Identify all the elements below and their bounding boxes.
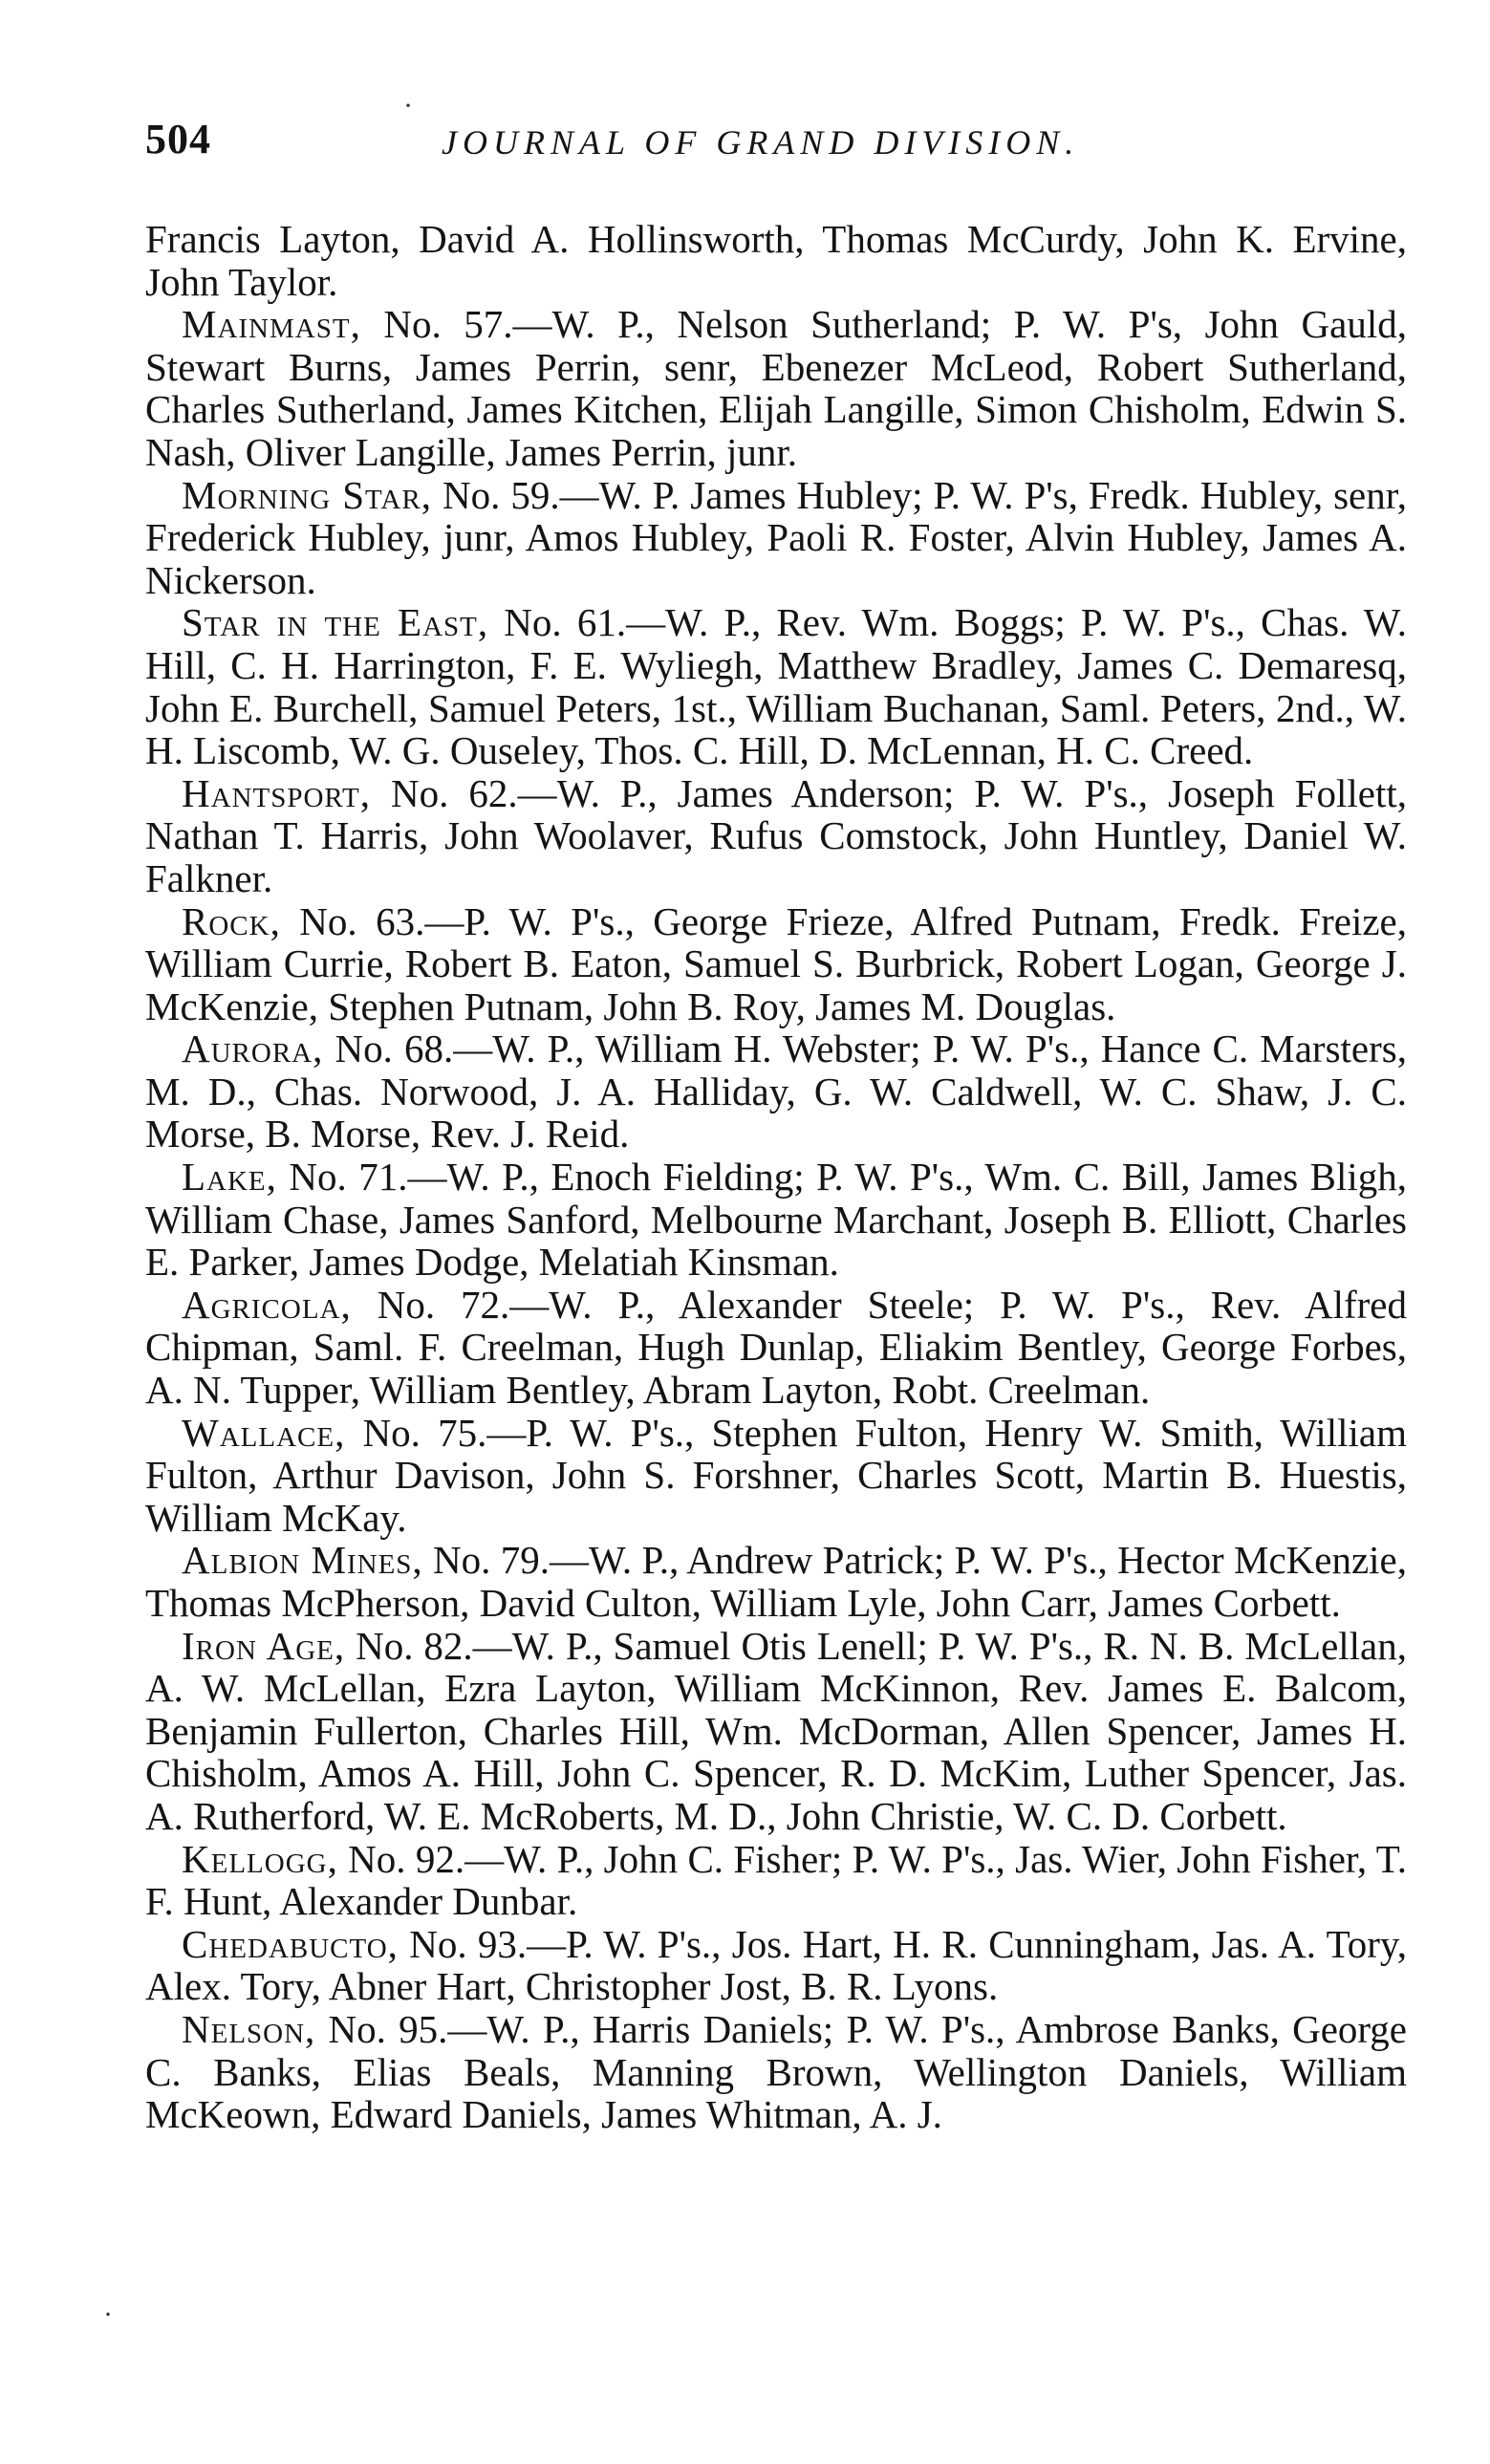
division-name: Chedabucto,: [182, 1921, 399, 1966]
entry-nelson: [145, 2008, 1407, 2136]
entry-text: No. 59.—W. P. James Hubley; P. W. P's, Fredk. Hubley, senr, Frederick Hubley, junr, Amos Hubley, Paoli R. Foster, Alvin Hubley, James A. Nickerson.: [145, 472, 1407, 602]
entry-text: No. 57.—W. P., Nelson Sutherland; P. W. P's, John Gauld, Stewart Burns, James Perrin, senr, Ebenezer McLeod, Robert Sutherland, Charles Sutherland, James Kitchen, Elijah Langille, Simon Chisholm, Edwin S. Nash, Oliver Langille, James Perrin, junr.: [145, 302, 1407, 474]
entry-rock: [145, 900, 1407, 1028]
entry-text: No. 75.—P. W. P's., Stephen Fulton, Henry W. Smith, William Fulton, Arthur Davison, John S. Forshner, Charles Scott, Martin B. Huestis, William McKay.: [145, 1410, 1407, 1540]
page-number: 504: [145, 116, 211, 162]
division-name: Iron Age,: [182, 1623, 346, 1668]
division-name: Lake,: [182, 1155, 277, 1200]
entry-text: No. 61.—W. P., Rev. Wm. Boggs; P. W. P's., Chas. W. Hill, C. H. Harrington, F. E. Wyliegh, Matthew Bradley, James C. Demaresq, John E. Burchell, Samuel Peters, 1st., William Buchanan, Saml. Peters, 2nd., W. H. Liscomb, W. G. Ouseley, Thos. C. Hill, D. McLennan, H. C. Creed.: [145, 600, 1407, 773]
entry-hantsport: [145, 772, 1407, 900]
entry-albion-mines: [145, 1539, 1407, 1624]
division-name: Wallace,: [182, 1410, 346, 1455]
entry-text: No. 71.—W. P., Enoch Fielding; P. W. P's., Wm. C. Bill, James Bligh, William Chase, James Sanford, Melbourne Marchant, Joseph B. Elliott, Charles E. Parker, James Dodge, Melatiah Kinsman.: [145, 1155, 1407, 1285]
body-text: [145, 218, 1407, 2136]
entry-star-in-the-east: [145, 601, 1407, 771]
entry-text: No. 79.—W. P., Andrew Patrick; P. W. P's., Hector McKenzie, Thomas McPherson, David Culton, William Lyle, John Carr, James Corbett.: [145, 1538, 1407, 1625]
entry-text: No. 93.—P. W. P's., Jos. Hart, H. R. Cunningham, Jas. A. Tory, Alex. Tory, Abner Hart, Christopher Jost, B. R. Lyons.: [145, 1921, 1407, 2009]
entry-iron-age: [145, 1625, 1407, 1838]
entry-text: Francis Layton, David A. Hollinsworth, Thomas McCurdy, John K. Ervine, John Taylor.: [145, 217, 1407, 304]
entry-text: No. 92.—W. P., John C. Fisher; P. W. P's., Jas. Wier, John Fisher, T. F. Hunt, Alexander Dunbar.: [145, 1836, 1407, 1924]
entry-kellogg: [145, 1838, 1407, 1923]
division-name: Kellogg,: [182, 1836, 338, 1881]
division-name: Star in the East,: [182, 600, 489, 645]
division-name: Hantsport,: [182, 770, 371, 815]
page-header: [145, 115, 1407, 172]
entry-aurora: [145, 1027, 1407, 1156]
entry-text: No. 82.—W. P., Samuel Otis Lenell; P. W. P's., R. N. B. McLellan, A. W. McLellan, Ezra Layton, William McKinnon, Rev. James E. Balcom, Benjamin Fullerton, Charles Hill, Wm. McDorman, Allen Spencer, James H. Chisholm, Amos A. Hill, John C. Spencer, R. D. McKim, Luther Spencer, Jas. A. Rutherford, W. E. McRoberts, M. D., John Christie, W. C. D. Corbett.: [145, 1623, 1407, 1838]
entry-chedabucto: [145, 1923, 1407, 2008]
entry-morning-star: [145, 474, 1407, 602]
entry-text: No. 68.—W. P., William H. Webster; P. W. P's., Hance C. Marsters, M. D., Chas. Norwood, J. A. Halliday, G. W. Caldwell, W. C. Shaw, J. C. Morse, B. Morse, Rev. J. Reid.: [145, 1027, 1407, 1156]
entry-text: No. 62.—W. P., James Anderson; P. W. P's., Joseph Follett, Nathan T. Harris, John Woolaver, Rufus Comstock, John Huntley, Daniel W. Falkner.: [145, 770, 1407, 900]
entry-continued: [145, 218, 1407, 303]
entry-mainmast: [145, 303, 1407, 473]
division-name: Agricola,: [182, 1282, 352, 1327]
entry-text: No. 95.—W. P., Harris Daniels; P. W. P's., Ambrose Banks, George C. Banks, Elias Beals, Manning Brown, Wellington Daniels, William McKeown, Edward Daniels, James Whitman, A. J.: [145, 2006, 1407, 2137]
division-name: Nelson,: [182, 2006, 316, 2051]
division-name: Rock,: [182, 898, 281, 943]
division-name: Aurora,: [182, 1027, 324, 1071]
entry-text: No. 72.—W. P., Alexander Steele; P. W. P's., Rev. Alfred Chipman, Saml. F. Creelman, Hugh Dunlap, Eliakim Bentley, George Forbes, A. N. Tupper, William Bentley, Abram Layton, Robt. Creelman.: [145, 1282, 1407, 1413]
print-speck-mark: ·: [403, 90, 413, 121]
entry-wallace: [145, 1412, 1407, 1540]
division-name: Mainmast,: [182, 302, 361, 347]
running-title: JOURNAL OF GRAND DIVISION.: [442, 123, 1080, 162]
entry-text: No. 63.—P. W. P's., George Frieze, Alfred Putnam, Fredk. Freize, William Currie, Robert B. Eaton, Samuel S. Burbrick, Robert Logan, George J. McKenzie, Stephen Putnam, John B. Roy, James M. Douglas.: [145, 898, 1407, 1028]
division-name: Albion Mines,: [182, 1538, 423, 1583]
print-speck-mark: ·: [103, 2299, 113, 2330]
entry-lake: [145, 1156, 1407, 1284]
division-name: Morning Star,: [182, 472, 432, 517]
entry-agricola: [145, 1284, 1407, 1412]
